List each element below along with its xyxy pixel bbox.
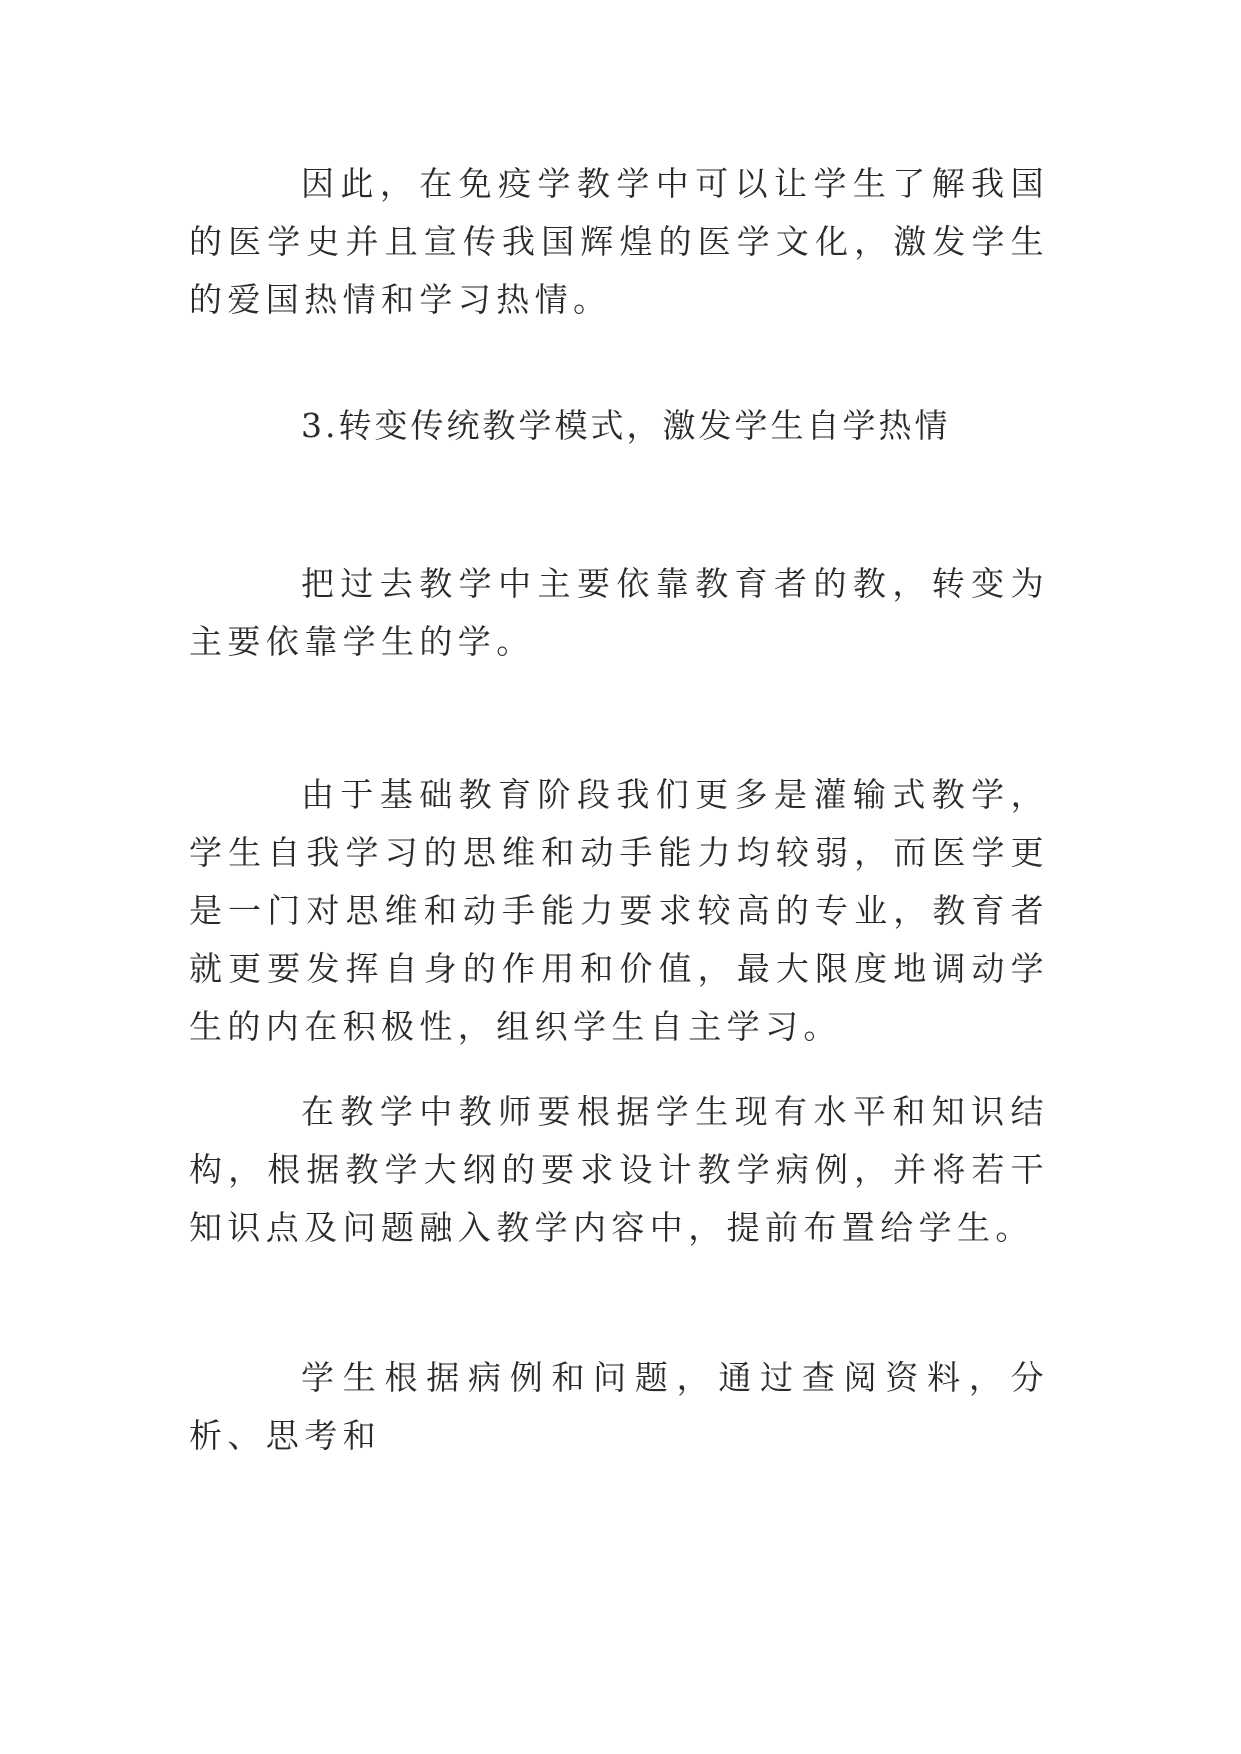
paragraph-case-design: 在教学中教师要根据学生现有水平和知识结构，根据教学大纲的要求设计教学病例，并将若干知识点及问题融入教学内容中，提前布置给学生。	[189, 1092, 1049, 1247]
paragraph-student-research: 学生根据病例和问题，通过查阅资料，分析、思考和	[189, 1358, 1049, 1455]
section-heading-3: 3.转变传统教学模式，激发学生自学热情	[301, 406, 951, 445]
paragraph-self-learning: 由于基础教育阶段我们更多是灌输式教学，学生自我学习的思维和动手能力均较弱，而医学更是一门对思维和动手能力要求较高的专业，教育者就更要发挥自身的作用和价值，最大限度地调动学生的内在积极性，组织学生自主学习。	[189, 775, 1049, 1046]
paragraph-immunology-history: 因此，在免疫学教学中可以让学生了解我国的医学史并且宣传我国辉煌的医学文化，激发学生的爱国热情和学习热情。	[189, 164, 1049, 319]
paragraph-teaching-shift: 把过去教学中主要依靠教育者的教，转变为主要依靠学生的学。	[189, 564, 1049, 661]
